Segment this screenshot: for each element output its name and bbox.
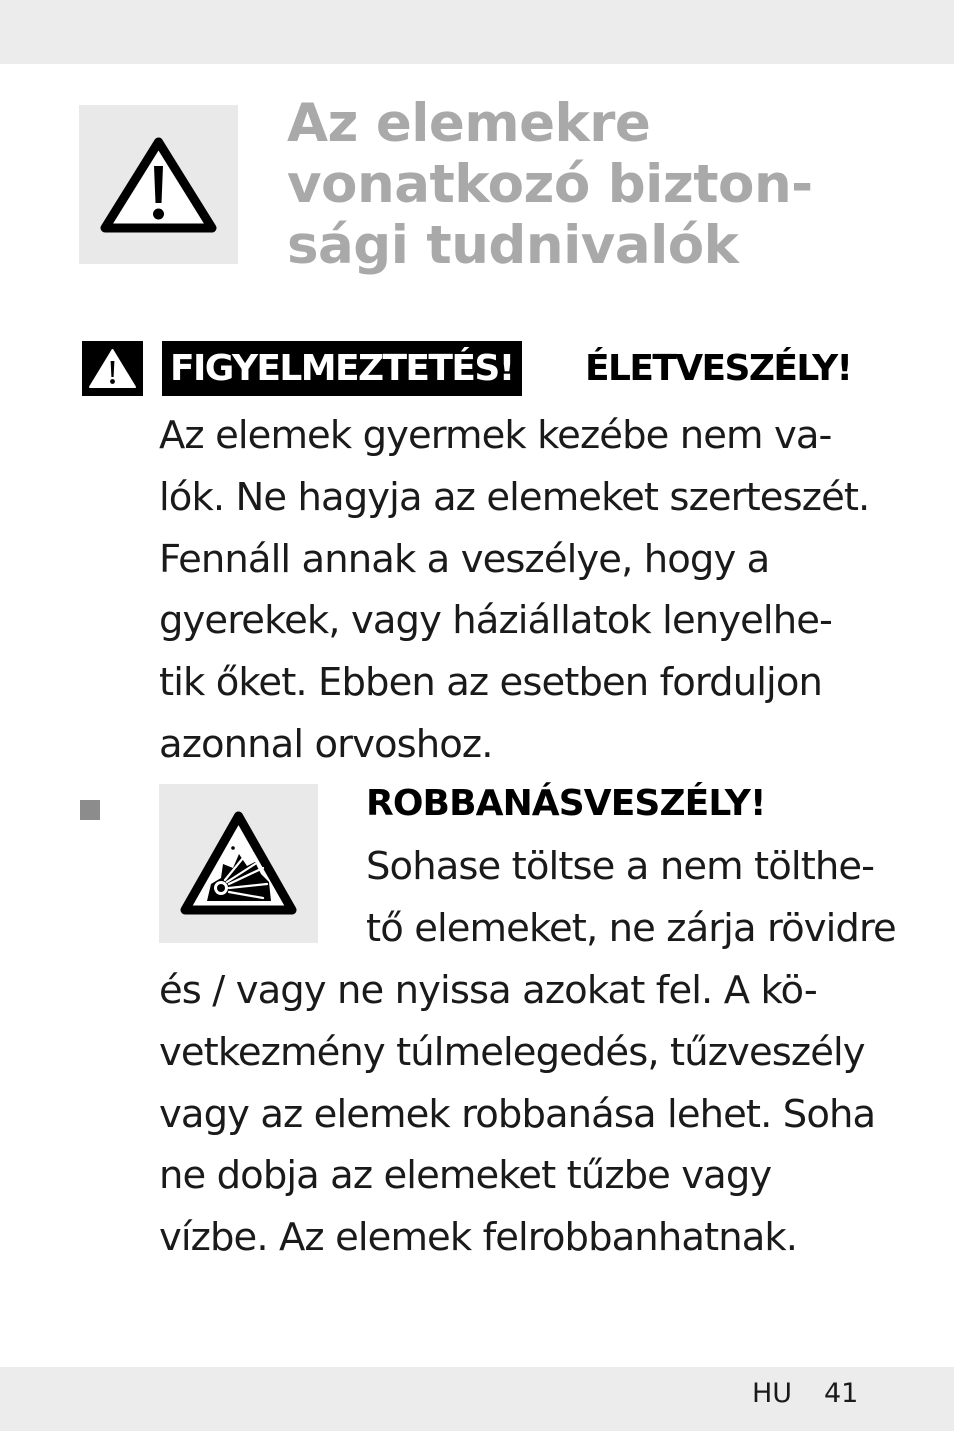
explosion-heading: ROBBANÁSVESZÉLY! [366, 783, 766, 824]
text-line: vetkezmény túlmelegedés, tűzveszély [159, 1029, 865, 1075]
warning-triangle-icon [82, 341, 143, 396]
text-line: vízbe. Az elemek felrobbanhatnak. [159, 1215, 798, 1261]
text-line: és / vagy ne nyissa azokat fel. A kö- [159, 968, 817, 1013]
text-line: tik őket. Ebben az esetben forduljon [159, 660, 822, 706]
footer-language: HU [752, 1378, 793, 1409]
text-line: tő elemeket, ne zárja rövidre [366, 905, 896, 951]
title-line: vonatkozó bizton- [287, 154, 813, 215]
text-line: azonnal orvoshoz. [159, 721, 493, 767]
text-line: gyerekek, vagy háziállatok lenyelhe- [159, 598, 832, 644]
explosion-hazard-icon [159, 784, 318, 943]
text-line: Az elemek gyermek kezébe nem va- [159, 413, 832, 458]
text-line: ne dobja az elemeket tűzbe vagy [159, 1153, 772, 1199]
warning-triangle-icon [79, 105, 238, 264]
top-band [0, 0, 954, 64]
signal-word-label: FIGYELMEZTETÉS! [162, 341, 522, 396]
title-line: sági tudnivalók [287, 215, 739, 276]
text-line: Fennáll annak a veszélye, hogy a [159, 536, 770, 582]
text-line: vagy az elemek robbanása lehet. Soha [159, 1091, 876, 1137]
explosion-paragraph-bottom [159, 960, 875, 1269]
page-title [287, 93, 927, 276]
text-line: lók. Ne hagyja az elemeket szerteszét. [159, 474, 870, 520]
explosion-paragraph-top [366, 836, 896, 960]
bottom-band [0, 1367, 954, 1431]
page-number: 41 [824, 1378, 859, 1409]
title-line: Az elemekre [287, 93, 651, 154]
square-bullet-icon [80, 800, 100, 820]
text-line: Sohase töltse a nem tölthe- [366, 844, 875, 889]
warning-heading: ÉLETVESZÉLY! [585, 348, 852, 389]
explosion-icon-box [159, 784, 318, 943]
title-warning-icon-box [79, 105, 238, 264]
warning-paragraph [159, 405, 869, 776]
